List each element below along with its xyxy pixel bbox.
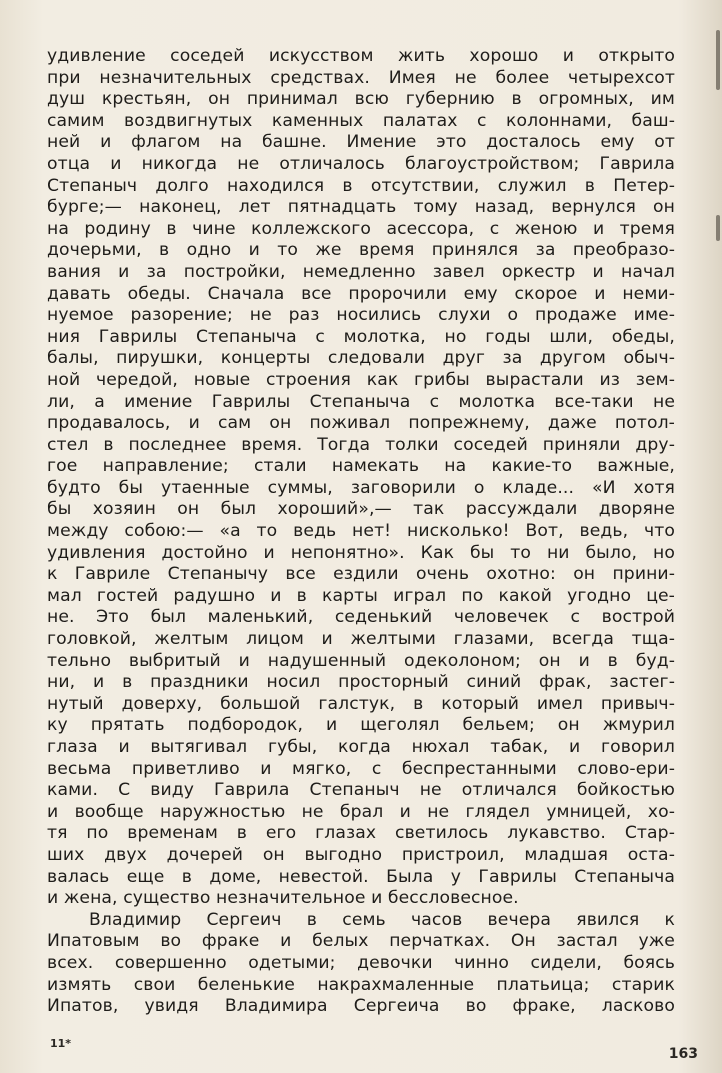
text-line: валась еще в доме, невестой. Была у Гаврилы Степаныча xyxy=(47,866,675,887)
text-line: весьма приветливо и мягко, с беспрестанными слово-ери- xyxy=(47,758,675,779)
text-line: не. Это был маленький, седенький человечек с вострой xyxy=(47,607,675,628)
text-line: душ крестьян, он принимал всю губернию в огромных, им xyxy=(47,89,675,110)
paragraph-end-line: и жена, существо незначительное и бессловесное. xyxy=(47,888,519,909)
text-line: при незначительных средствах. Имея не более четырехсот xyxy=(47,67,675,88)
text-line: ками. С виду Гаврила Степаныч не отличался бойкостью xyxy=(47,780,675,801)
text-line: Степаныч долго находился в отсутствии, служил в Петер- xyxy=(47,175,675,196)
page-number: 163 xyxy=(668,1046,698,1062)
text-line: отца и никогда не отличалось благоустройством; Гаврила xyxy=(47,153,675,174)
paragraph-start-line: Владимир Сергеич в семь часов вечера явился к xyxy=(89,909,675,930)
text-line: ной чередой, новые строения как грибы вырастали из зем- xyxy=(47,369,675,390)
text-line: на родину в чине коллежского асессора, с женою и тремя xyxy=(47,218,675,239)
text-line: тя по временам в его глазах светилось лукавство. Стар- xyxy=(47,823,675,844)
text-line: глаза и вытягивал губы, когда нюхал табак, и говорил xyxy=(47,737,675,757)
text-line: балы, пирушки, концерты следовали друг за другом обыч- xyxy=(47,348,675,369)
text-line: ни, и в праздники носил просторный синий фрак, застег- xyxy=(47,672,675,693)
text-line: и вообще наружностью не брал и не глядел умницей, хо- xyxy=(47,801,675,822)
text-line: гое направление; стали намекать на какие-то важные, xyxy=(47,456,675,477)
text-line: будто бы утаенные суммы, заговорили о кладе... «И хотя xyxy=(47,477,675,498)
text-line: удивление соседей искусством жить хорошо и открыто xyxy=(47,46,675,66)
text-line: головкой, желтым лицом и желтыми глазами, всегда тща- xyxy=(47,629,675,650)
text-line: стел в последнее время. Тогда толки соседей приняли дру- xyxy=(47,434,675,455)
text-line: бы хозяин он был хороший»,— так рассуждали дворяне xyxy=(47,499,675,520)
text-line: продавалось, и сам он поживал попрежнему, даже потол- xyxy=(47,413,675,434)
text-line: удивления достойно и непонятно». Как бы то ни было, но xyxy=(47,542,675,563)
text-line: Ипатов, увидя Владимира Сергеича во фраке, ласково xyxy=(47,996,675,1017)
text-line: к Гавриле Степанычу все ездили очень охотно: он прини- xyxy=(47,564,675,585)
text-line: всех. совершенно одетыми; девочки чинно сидели, боясь xyxy=(47,952,675,973)
text-line: ли, а имение Гаврилы Степаныча с молотка все-таки не xyxy=(47,391,675,412)
text-line: ших двух дочерей он выгодно пристроил, младшая оста- xyxy=(47,844,675,865)
text-line: мал гостей радушно и в карты играл по какой угодно це- xyxy=(47,585,675,606)
page-edge-shadow xyxy=(716,215,720,241)
text-line: ней и флагом на башне. Имение это досталось ему от xyxy=(47,132,675,153)
text-line: тельно выбритый и надушенный одеколоном; он и в буд- xyxy=(47,650,675,671)
text-line: нутый доверху, большой галстук, в который имел привыч- xyxy=(47,693,675,714)
text-line: ния Гаврилы Степаныча с молотка, но годы шли, обеды, xyxy=(47,326,675,347)
printer-signature-mark: 11* xyxy=(50,1037,72,1050)
text-line: нуемое разорение; не раз носились слухи о продаже име- xyxy=(47,305,675,326)
text-line: бурге;— наконец, лет пятнадцать тому назад, вернулся он xyxy=(47,197,675,218)
text-line: измять свои беленькие накрахмаленные платьица; старик xyxy=(47,974,675,995)
text-line: вания и за постройки, немедленно завел оркестр и начал xyxy=(47,261,675,282)
page-edge-shadow xyxy=(716,30,720,90)
text-line: Ипатовым во фраке и белых перчатках. Он застал уже xyxy=(47,931,675,952)
text-line: давать обеды. Сначала все пророчили ему скорое и неми- xyxy=(47,283,675,304)
body-text xyxy=(47,46,675,1018)
text-line: ку прятать подбородок, и щеголял бельем; он жмурил xyxy=(47,715,675,736)
text-line: самим воздвигнутых каменных палатах с колоннами, баш- xyxy=(47,110,675,131)
text-line: дочерьми, в одно и то же время принялся за преобразо- xyxy=(47,240,675,261)
text-line: между собою:— «а то ведь нет! нисколько! Вот, ведь, что xyxy=(47,521,675,542)
